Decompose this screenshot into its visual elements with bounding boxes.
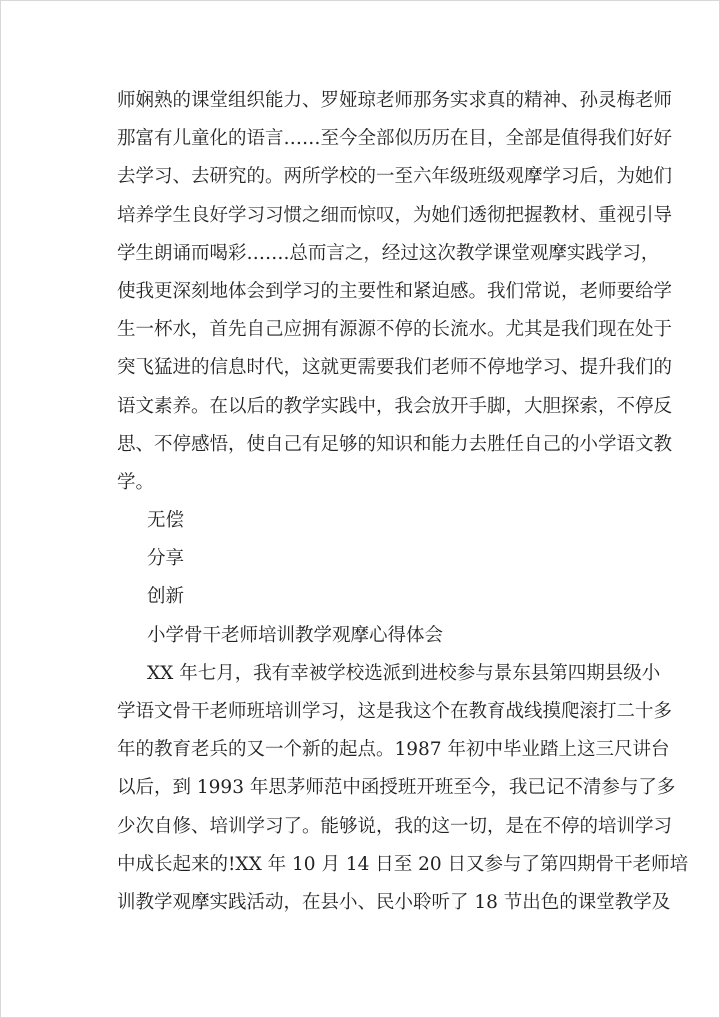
text-line: 那富有儿童化的语言……至今全部似历历在目，全部是值得我们好好 (117, 128, 673, 150)
text-line: 少次自修、培训学习了。能够说，我的这一切，是在不停的培训学习 (117, 815, 673, 837)
text-line: 师娴熟的课堂组织能力、罗娅琼老师那务实求真的精神、孙灵梅老师 (117, 90, 673, 111)
keyword-line: 无偿 (147, 510, 185, 532)
text-line: 学。 (117, 471, 155, 493)
text-line: 学语文骨干老师班培训学习，这是我这个在教育战线摸爬滚打二十多 (117, 701, 673, 722)
text-line: 年的教育老兵的又一个新的起点。1987 年初中毕业踏上这三尺讲台 (117, 739, 670, 761)
keyword-line: 分享 (147, 548, 185, 570)
text-line: XX 年七月，我有幸被学校选派到进校参与景东县第四期县级小 (147, 662, 661, 684)
text-line: 训教学观摩实践活动，在县小、民小聆听了 18 节出色的课堂教学及 (117, 891, 671, 913)
text-line: 去学习、去研究的。两所学校的一至六年级班级观摩学习后，为她们 (117, 166, 673, 188)
section-title: 小学骨干老师培训教学观摩心得体会 (147, 624, 444, 646)
paragraph-1 (117, 82, 673, 502)
paragraph-2 (117, 655, 689, 922)
text-line: 语文素养。在以后的教学实践中，我会放开手脚，大胆探索，不停反 (117, 395, 673, 417)
text-line: 以后，到 1993 年思茅师范中函授班开班至今，我已记不清参与了多 (117, 777, 676, 799)
text-line: 生一杯水，首先自己应拥有源源不停的长流水。尤其是我们现在处于 (117, 319, 673, 341)
document-body (117, 82, 689, 922)
text-line: 思、不停感悟，使自己有足够的知识和能力去胜任自己的小学语文教 (117, 433, 673, 455)
keyword-line: 创新 (147, 586, 185, 608)
text-line: 培养学生良好学习习惯之细而惊叹，为她们透彻把握教材、重视引导 (117, 204, 673, 226)
text-line: 使我更深刻地体会到学习的主要性和紧迫感。我们常说，老师要给学 (117, 280, 673, 302)
text-line: 学生朗诵而喝彩…….总而言之，经过这次教学课堂观摩实践学习， (117, 242, 660, 264)
text-line: 中成长起来的!XX 年 10 月 14 日至 20 日又参与了第四期骨干老师培 (117, 853, 689, 875)
text-line: 突飞猛进的信息时代，这就更需要我们老师不停地学习、提升我们的 (117, 357, 673, 379)
